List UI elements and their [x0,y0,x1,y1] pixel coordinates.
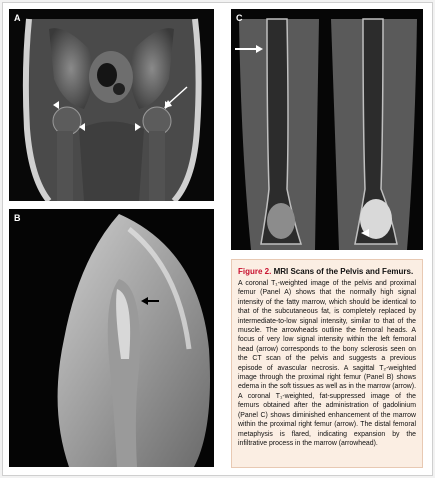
caption-heading [238,266,416,277]
panel-label-a: A [14,13,21,23]
mri-panel-b [9,209,214,467]
panel-label-b: B [14,213,21,223]
pelvis-mri-image [9,9,214,201]
mri-panel-a [9,9,214,201]
figure-title: MRI Scans of the Pelvis and Femurs. [273,267,414,276]
figure-caption [231,259,423,468]
caption-body: A coronal T₁-weighted image of the pelvis and proximal femur (Panel A) shows that the normally high signal intensity of the fatty marrow, which should be identical to that of the subcutaneous fat, is completely replaced by intermediate-to-low signal intensity, similar to that of the muscle. The arrowheads outline the femoral heads. A focus of very low signal intensity within the left femoral head (arrow) corresponds to the bony sclerosis seen on the CT scan of the pelvis and suggests a previous episode of avascular necrosis. A sagittal T₂-weighted image through the proximal right femur (Panel B) shows edema in the soft tissues as well as in the marrow (arrow). A coronal T₁-weighted, fat-suppressed image of the femurs obtained after the administration of gadolinium (Panel C) shows diminished enhancement of the marrow within the proximal right femur (arrow). The distal femoral metaphysis is flared, indicating expansion by the infiltrative process in the marrow (arrowhead). [238,280,416,447]
mri-panel-c [231,9,423,250]
figure-number: Figure 2. [238,267,272,276]
femur-sagittal-mri-image [9,209,214,467]
femurs-coronal-mri-image [231,9,423,250]
panel-label-c: C [236,13,243,23]
